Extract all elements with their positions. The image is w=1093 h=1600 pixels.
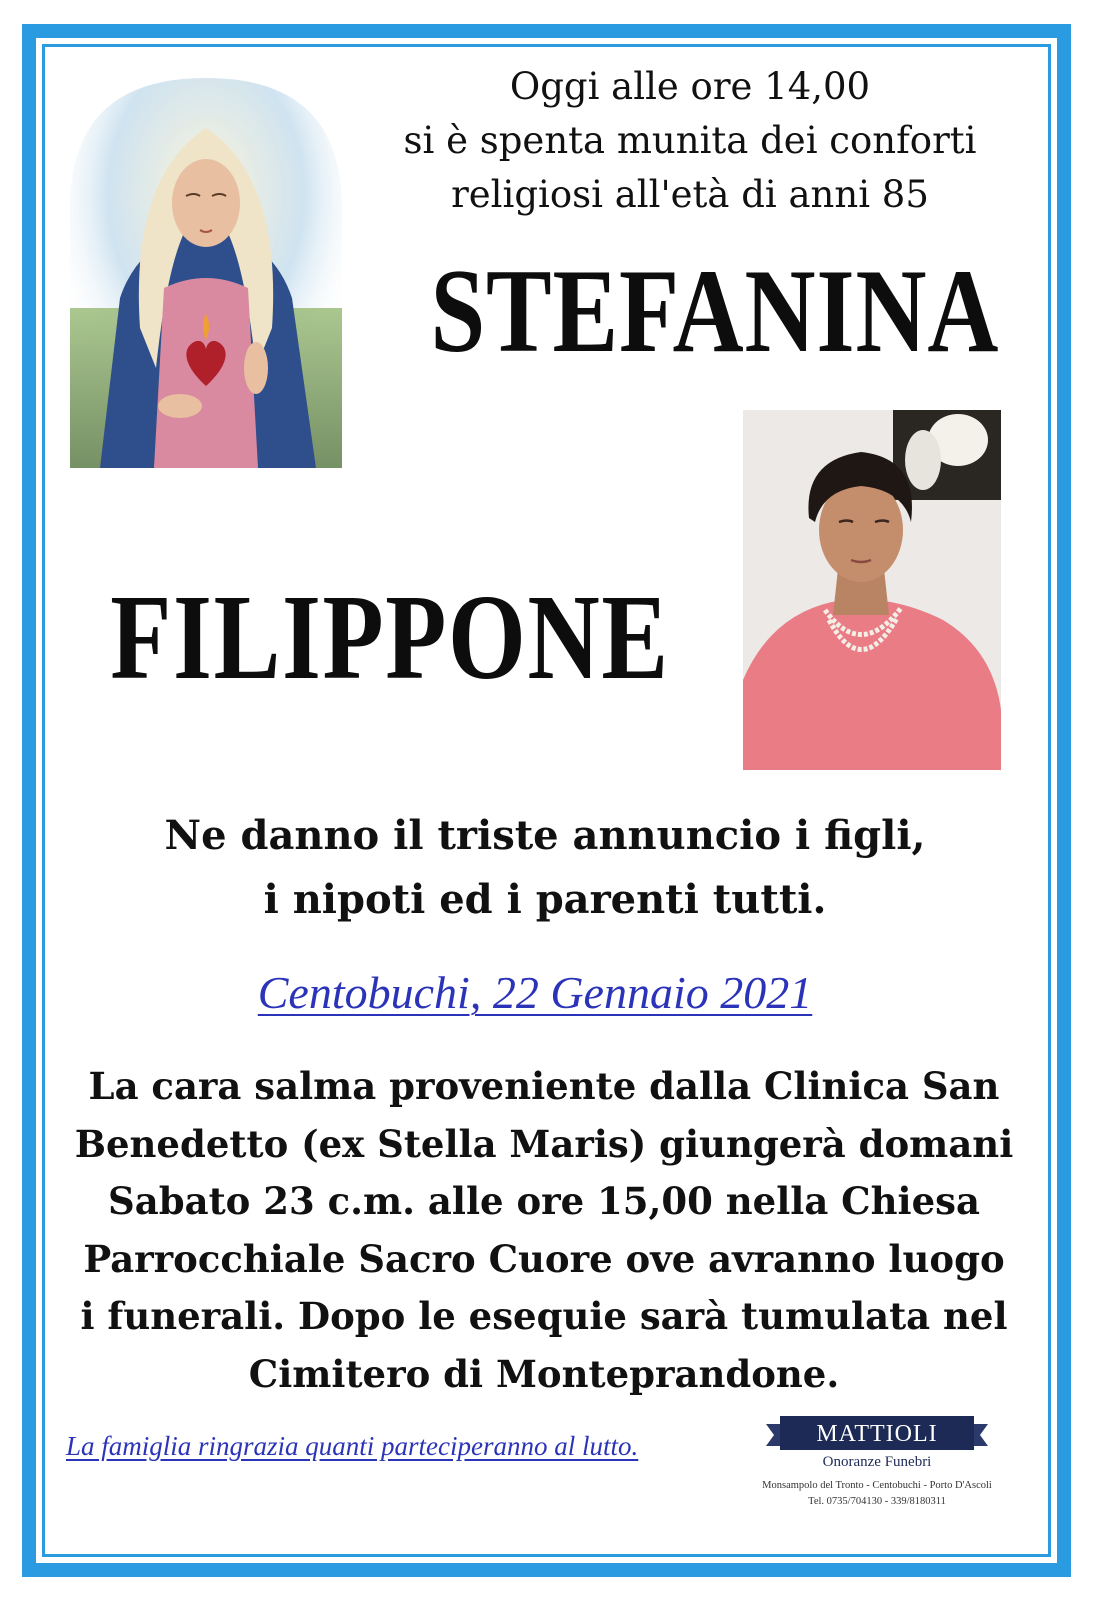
first-name: STEFANINA [430, 244, 1000, 377]
funeral-home-name: MATTIOLI [816, 1421, 938, 1447]
funeral-home-phone: Tel. 0735/704130 - 339/8180311 [808, 1496, 946, 1507]
details-line: Benedetto (ex Stella Maris) giungerà domani [74, 1121, 1014, 1166]
place-date: Centobuchi, 22 Gennaio 2021 [257, 967, 813, 1018]
last-name: FILIPPONE [110, 570, 670, 705]
announcement-line: si è spenta munita dei conforti [403, 119, 977, 162]
mourners-line: i nipoti ed i parenti tutti. [263, 876, 827, 923]
portrait-photo [743, 410, 1001, 770]
funeral-home-subtitle: Onoranze Funebri [822, 1454, 932, 1470]
death-announcement [360, 60, 1020, 222]
funeral-home-logo [732, 1412, 1022, 1518]
mourners-line: Ne danno il triste annuncio i figli, [164, 812, 926, 859]
funeral-home-address: Monsampolo del Tronto - Centobuchi - Porto D'Ascoli [762, 1480, 992, 1491]
details-line: La cara salma proveniente dalla Clinica San [88, 1064, 1000, 1108]
announcement-line: Oggi alle ore 14,00 [509, 65, 871, 108]
details-line: i funerali. Dopo le esequie sarà tumulata nel [80, 1294, 1008, 1338]
details-line: Sabato 23 c.m. alle ore 15,00 nella Chiesa [108, 1179, 980, 1223]
mourners-notice [60, 804, 1030, 932]
details-line: Parrocchiale Sacro Cuore ove avranno luogo [83, 1236, 1005, 1281]
announcement-line: religiosi all'età di anni 85 [451, 173, 929, 216]
family-thanks: La famiglia ringrazia quanti parteciperanno al lutto. [66, 1431, 639, 1461]
sacred-heart-image [60, 68, 352, 468]
funeral-details [58, 1058, 1030, 1403]
details-line: Cimitero di Monteprandone. [248, 1351, 840, 1396]
